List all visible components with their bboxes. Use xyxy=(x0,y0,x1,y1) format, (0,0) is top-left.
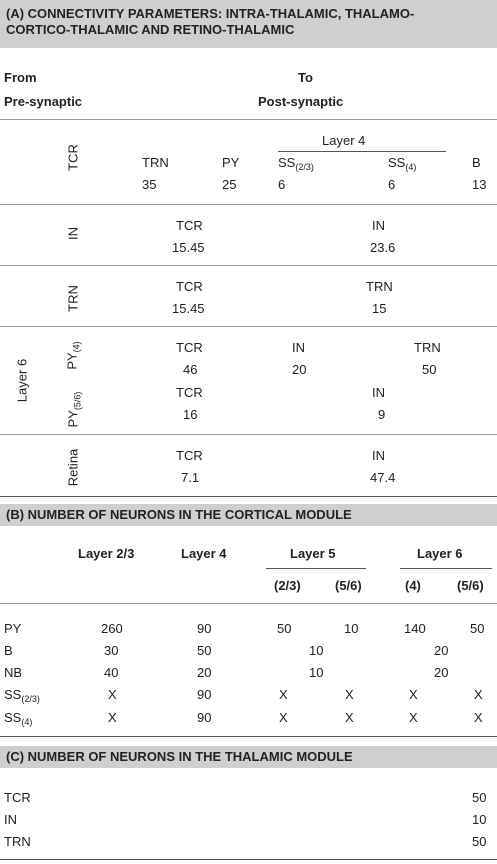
py56-row-label: $PY_{(5/6)}$ xyxy=(65,391,83,428)
trn-value-tcr: 15.45 xyxy=(172,301,205,316)
tcr-target-trn: TRN xyxy=(142,155,169,170)
py4-target-tcr: TCR xyxy=(176,340,203,355)
tcr-value-ss23: 6 xyxy=(278,177,286,192)
header-layer23: Layer 2/3 xyxy=(78,546,135,561)
ss4-l4: 90 xyxy=(197,710,212,725)
b-l23: 30 xyxy=(104,643,119,658)
trn-target-tcr: TCR xyxy=(176,279,203,294)
section-a-title: (A) CONNECTIVITY PARAMETERS: INTRA-THALAMIC, THALAMO- CORTICO-THALAMIC AND RETINO-THALAMIC xyxy=(0,0,497,48)
py4-target-trn: TRN xyxy=(414,340,441,355)
header-layer5: Layer 5 xyxy=(290,546,336,561)
trn-row-label: TRN xyxy=(65,285,81,312)
py4-value-tcr: 46 xyxy=(183,362,198,377)
ss4-l5-56: X xyxy=(345,710,354,725)
retina-target-in: IN xyxy=(372,448,385,463)
trn-target-trn: TRN xyxy=(366,279,393,294)
b-l4: 50 xyxy=(197,643,212,658)
tcr-value-b: 13 xyxy=(472,177,487,192)
subheader-l6-4: (4) xyxy=(405,578,421,593)
post-synaptic-label: Post-synaptic xyxy=(258,94,344,109)
subheader-l5-23: (2/3) xyxy=(274,578,301,593)
layer4-underline xyxy=(278,151,446,152)
py4-target-in: IN xyxy=(292,340,305,355)
ss23-l5-23: X xyxy=(279,687,288,702)
row-ss23-label: $SS_{(2/3)}$ xyxy=(4,687,40,704)
py-l4: 90 xyxy=(197,621,212,636)
to-label: To xyxy=(298,70,313,85)
thalamic-in-label: IN xyxy=(4,812,17,827)
nb-l6: 20 xyxy=(434,665,449,680)
nb-l4: 20 xyxy=(197,665,212,680)
tcr-target-b: B xyxy=(472,155,481,170)
tcr-value-ss4: 6 xyxy=(388,177,396,192)
py-l6-4: 140 xyxy=(404,621,426,636)
section-c-title: (C) NUMBER OF NEURONS IN THE THALAMIC MODULE xyxy=(0,746,497,768)
divider xyxy=(0,603,497,604)
layer4-label: Layer 4 xyxy=(322,133,366,148)
py4-row-label: $PY_{(4)}$ xyxy=(64,341,82,370)
in-target-tcr: TCR xyxy=(176,218,203,233)
ss23-l6-56: X xyxy=(474,687,483,702)
tcr-target-ss23: $SS_{(2/3)}$ xyxy=(278,155,314,172)
py56-value-tcr: 16 xyxy=(183,407,198,422)
tcr-row-label: TCR xyxy=(65,144,81,171)
tcr-value-trn: 35 xyxy=(142,177,157,192)
divider xyxy=(0,119,497,120)
retina-value-in: 47.4 xyxy=(370,470,396,485)
divider xyxy=(0,204,497,205)
ss4-l5-23: X xyxy=(279,710,288,725)
ss4-l23: X xyxy=(108,710,117,725)
tcr-target-py: PY xyxy=(222,155,240,170)
section-b-title: (B) NUMBER OF NEURONS IN THE CORTICAL MODULE xyxy=(0,504,497,526)
thalamic-in-value: 10 xyxy=(472,812,487,827)
nb-l5: 10 xyxy=(309,665,324,680)
subheader-l5-56: (5/6) xyxy=(335,578,362,593)
retina-target-tcr: TCR xyxy=(176,448,203,463)
py4-value-trn: 50 xyxy=(422,362,437,377)
layer6-label: Layer 6 xyxy=(14,358,30,403)
py-l6-56: 50 xyxy=(470,621,485,636)
from-label: From xyxy=(4,70,37,85)
thalamic-tcr-value: 50 xyxy=(472,790,487,805)
in-value-tcr: 15.45 xyxy=(172,240,205,255)
layer5-underline xyxy=(266,568,366,569)
divider xyxy=(0,736,497,737)
ss23-l23: X xyxy=(108,687,117,702)
header-layer6: Layer 6 xyxy=(417,546,463,561)
row-nb-label: NB xyxy=(4,665,23,680)
layer6-underline xyxy=(400,568,492,569)
divider xyxy=(0,265,497,266)
in-target-in: IN xyxy=(372,218,385,233)
ss23-l6-4: X xyxy=(409,687,418,702)
ss4-l6-4: X xyxy=(409,710,418,725)
in-value-in: 23.6 xyxy=(370,240,396,255)
py56-value-in: 9 xyxy=(378,407,386,422)
subheader-l6-56: (5/6) xyxy=(457,578,484,593)
py56-target-tcr: TCR xyxy=(176,385,203,400)
py4-value-in: 20 xyxy=(292,362,307,377)
row-b-label: B xyxy=(4,643,13,658)
ss23-l5-56: X xyxy=(345,687,354,702)
py-l5-56: 10 xyxy=(344,621,359,636)
pre-synaptic-label: Pre-synaptic xyxy=(4,94,83,109)
retina-value-tcr: 7.1 xyxy=(181,470,200,485)
divider xyxy=(0,434,497,435)
thalamic-trn-value: 50 xyxy=(472,834,487,849)
py56-target-in: IN xyxy=(372,385,385,400)
py-l23: 260 xyxy=(101,621,123,636)
header-layer4: Layer 4 xyxy=(181,546,227,561)
tcr-value-py: 25 xyxy=(222,177,237,192)
in-row-label: IN xyxy=(65,227,81,240)
nb-l23: 40 xyxy=(104,665,119,680)
thalamic-trn-label: TRN xyxy=(4,834,31,849)
tcr-target-ss4: $SS_{(4)}$ xyxy=(388,155,417,172)
divider xyxy=(0,859,497,860)
ss23-l4: 90 xyxy=(197,687,212,702)
row-ss4-label: $SS_{(4)}$ xyxy=(4,710,33,727)
row-py-label: PY xyxy=(4,621,22,636)
divider xyxy=(0,496,497,497)
b-l5: 10 xyxy=(309,643,324,658)
b-l6: 20 xyxy=(434,643,449,658)
ss4-l6-56: X xyxy=(474,710,483,725)
trn-value-trn: 15 xyxy=(372,301,387,316)
thalamic-tcr-label: TCR xyxy=(4,790,31,805)
py-l5-23: 50 xyxy=(277,621,292,636)
retina-row-label: Retina xyxy=(65,448,81,487)
